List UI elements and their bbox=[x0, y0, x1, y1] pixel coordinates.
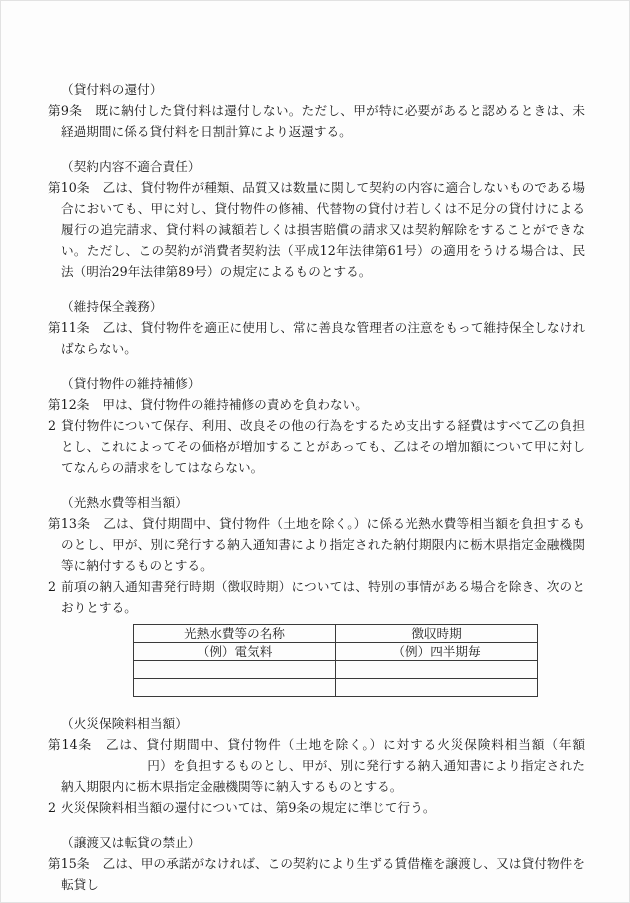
article-heading-9: （貸付料の還付） bbox=[61, 82, 163, 97]
table-row bbox=[134, 679, 538, 697]
article-heading-11: （維持保全義務） bbox=[61, 299, 163, 314]
article-label-10: 第10条 bbox=[48, 180, 90, 195]
subclause-number: 2 bbox=[48, 800, 57, 815]
article-block-14 bbox=[48, 713, 585, 818]
table-header-name: 光熱水費等の名称 bbox=[134, 625, 336, 643]
article-block-15 bbox=[48, 832, 585, 895]
article-block-11 bbox=[48, 296, 585, 359]
article-heading-10: （契約内容不適合責任） bbox=[61, 159, 201, 174]
article-block-10 bbox=[48, 156, 585, 282]
table-cell-timing[interactable] bbox=[336, 661, 538, 679]
article-clause-13 bbox=[48, 513, 585, 576]
article-text-12: 甲は、貸付物件の維持補修の責めを負わない。 bbox=[102, 397, 368, 412]
article-label-11: 第11条 bbox=[48, 320, 90, 335]
table-cell-name[interactable] bbox=[134, 679, 336, 697]
article-clause-10 bbox=[48, 177, 585, 282]
article-clause-14 bbox=[48, 734, 585, 797]
fee-table-wrapper bbox=[48, 624, 585, 697]
table-row bbox=[134, 643, 538, 661]
document-body bbox=[48, 79, 585, 895]
article-heading-15: （譲渡又は転貸の禁止） bbox=[61, 835, 201, 850]
table-header-timing: 徴収時期 bbox=[336, 625, 538, 643]
utility-fee-table bbox=[133, 624, 538, 697]
article-text-14-part1: 乙は、貸付期間中、貸付物件（土地を除く。）に対する火災保険料相当額（年額 bbox=[105, 737, 585, 752]
table-cell-name[interactable] bbox=[134, 661, 336, 679]
article-label-14: 第14条 bbox=[48, 737, 93, 752]
article-label-15: 第15条 bbox=[48, 856, 90, 871]
subclause-number: 2 bbox=[48, 579, 57, 594]
article-clause-11 bbox=[48, 317, 585, 359]
table-header-row bbox=[134, 625, 538, 643]
subclause-text: 貸付物件について保存、利用、改良その他の行為をするため支出する経費はすべて乙の負担とし、これによってその価格が増加することがあっても、乙はその増加額について甲に対してなんらの請求をしてはならない。 bbox=[61, 418, 585, 475]
article-label-9: 第9条 bbox=[48, 103, 83, 118]
table-cell-name[interactable]: （例）電気料 bbox=[134, 643, 336, 661]
article-block-13 bbox=[48, 492, 585, 697]
article-block-9 bbox=[48, 79, 585, 142]
article-label-12: 第12条 bbox=[48, 397, 90, 412]
article-text-13: 乙は、貸付期間中、貸付物件（土地を除く。）に係る光熱水費等相当額を負担するものとし、甲が、別に発行する納入通知書により指定された納付期限内に栃木県指定金融機関等に納付するものとする。 bbox=[61, 516, 585, 573]
subclause-number: 2 bbox=[48, 418, 57, 433]
article-heading-14: （火災保険料相当額） bbox=[61, 716, 188, 731]
article-block-12 bbox=[48, 373, 585, 478]
article-subclause-14-2 bbox=[48, 797, 585, 818]
table-cell-timing[interactable] bbox=[336, 679, 538, 697]
article-text-14-part2: 円）を負担するものとし、甲が、別に発行する納入通知書により指定された納入期限内に栃木県指定金融機関等に納入するものとする。 bbox=[61, 758, 585, 794]
article-subclause-13-2 bbox=[48, 576, 585, 618]
article-clause-9 bbox=[48, 100, 585, 142]
article-label-13: 第13条 bbox=[48, 516, 91, 531]
article-heading-13: （光熱水費等相当額） bbox=[61, 495, 188, 510]
article-text-11: 乙は、貸付物件を適正に使用し、常に善良な管理者の注意をもって維持保全しなければならない。 bbox=[61, 320, 585, 356]
article-clause-12 bbox=[48, 394, 585, 415]
article-text-15: 乙は、甲の承諾がなければ、この契約により生ずる賃借権を譲渡し、又は貸付物件を転貸し bbox=[61, 856, 585, 892]
table-cell-timing[interactable]: （例）四半期毎 bbox=[336, 643, 538, 661]
article-heading-12: （貸付物件の維持補修） bbox=[61, 376, 201, 391]
article-text-10: 乙は、貸付物件が種類、品質又は数量に関して契約の内容に適合しないものである場合においても、甲に対し、貸付物件の修補、代替物の貸付け若しくは不足分の貸付けによる履行の追完請求、貸付料の減額若しくは損害賠償の請求又は契約解除をすることができない。ただし、この契約が消費者契約法（平成12年法律第61号）の適用をうける場合は、民法（明治29年法律第89号）の規定によるものとする。 bbox=[61, 180, 585, 279]
article-text-9: 既に納付した貸付料は還付しない。ただし、甲が特に必要があると認めるときは、未経過期間に係る貸付料を日割計算により返還する。 bbox=[61, 103, 585, 139]
subclause-text: 前項の納入通知書発行時期（徴収時期）については、特別の事情がある場合を除き、次のとおりとする。 bbox=[61, 579, 585, 615]
table-row bbox=[134, 661, 538, 679]
article-subclause-12-2 bbox=[48, 415, 585, 478]
subclause-text: 火災保険料相当額の還付については、第9条の規定に準じて行う。 bbox=[61, 800, 436, 815]
article-clause-15 bbox=[48, 853, 585, 895]
